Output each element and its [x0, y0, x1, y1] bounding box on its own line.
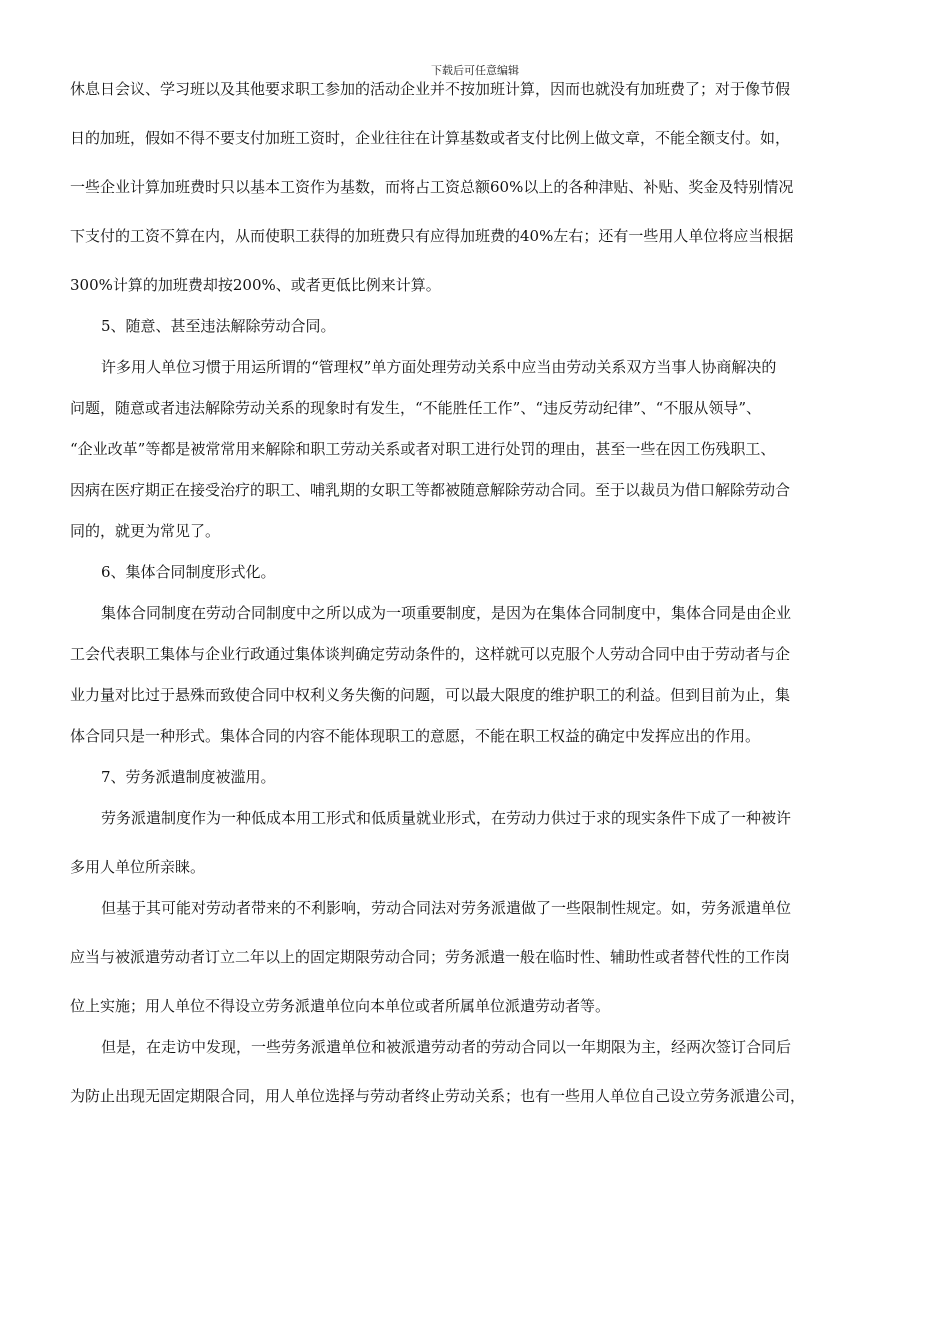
- text-line: 业力量对比过于悬殊而致使合同中权利义务失衡的问题，可以最大限度的维护职工的利益。但到目前为止，集: [70, 686, 791, 704]
- document-body: [70, 79, 885, 1106]
- text-line: 劳务派遣制度作为一种低成本用工形式和低质量就业形式，在劳动力供过于求的现实条件下成了一种被许: [101, 809, 792, 827]
- text-line: 多用人单位所亲睐。: [70, 858, 206, 876]
- text-line: 休息日会议、学习班以及其他要求职工参加的活动企业并不按加班计算，因而也就没有加班费了；对于像节假: [70, 80, 791, 98]
- text-line: 日的加班，假如不得不要支付加班工资时，企业往往在计算基数或者支付比例上做文章，不能全额支付。如，: [70, 129, 791, 147]
- section-heading: 6、集体合同制度形式化。: [101, 563, 276, 581]
- text-line: 集体合同制度在劳动合同制度中之所以成为一项重要制度，是因为在集体合同制度中，集体合同是由企业: [101, 604, 792, 622]
- text-line: 许多用人单位习惯于用运所谓的“管理权”单方面处理劳动关系中应当由劳动关系双方当事人协商解决的: [101, 358, 777, 376]
- text-line: 一些企业计算加班费时只以基本工资作为基数，而将占工资总额60%以上的各种津贴、补贴、奖金及特别情况: [70, 178, 794, 196]
- section-heading: 5、随意、甚至违法解除劳动合同。: [101, 317, 336, 335]
- text-line: 位上实施；用人单位不得设立劳务派遣单位向本单位或者所属单位派遣劳动者等。: [70, 997, 611, 1015]
- text-line: 因病在医疗期正在接受治疗的职工、哺乳期的女职工等都被随意解除劳动合同。至于以裁员为借口解除劳动合: [70, 481, 791, 499]
- text-line: 300%计算的加班费却按200%、或者更低比例来计算。: [70, 276, 441, 294]
- text-line: 体合同只是一种形式。集体合同的内容不能体现职工的意愿，不能在职工权益的确定中发挥应出的作用。: [70, 727, 761, 745]
- text-line: 下支付的工资不算在内，从而使职工获得的加班费只有应得加班费的40%左右；还有一些用人单位将应当根据: [70, 227, 794, 245]
- text-line: 应当与被派遣劳动者订立二年以上的固定期限劳动合同；劳务派遣一般在临时性、辅助性或者替代性的工作岗: [70, 948, 791, 966]
- text-line: “企业改革”等都是被常常用来解除和职工劳动关系或者对职工进行处罚的理由，甚至一些在因工伤残职工、: [70, 440, 776, 458]
- text-line: 工会代表职工集体与企业行政通过集体谈判确定劳动条件的，这样就可以克服个人劳动合同中由于劳动者与企: [70, 645, 791, 663]
- text-line: 但基于其可能对劳动者带来的不利影响，劳动合同法对劳务派遣做了一些限制性规定。如，劳务派遣单位: [101, 899, 792, 917]
- header-note: 下载后可任意编辑: [431, 64, 519, 77]
- text-line: 问题，随意或者违法解除劳动关系的现象时有发生，“不能胜任工作”、“违反劳动纪律”、“不服从领导”、: [70, 399, 762, 417]
- section-heading: 7、劳务派遣制度被滥用。: [101, 768, 276, 786]
- text-line: 同的，就更为常见了。: [70, 522, 221, 540]
- text-line: 但是，在走访中发现，一些劳务派遣单位和被派遣劳动者的劳动合同以一年期限为主，经两次签订合同后: [101, 1038, 792, 1056]
- text-line: 为防止出现无固定期限合同，用人单位选择与劳动者终止劳动关系；也有一些用人单位自己设立劳务派遣公司，: [70, 1087, 806, 1105]
